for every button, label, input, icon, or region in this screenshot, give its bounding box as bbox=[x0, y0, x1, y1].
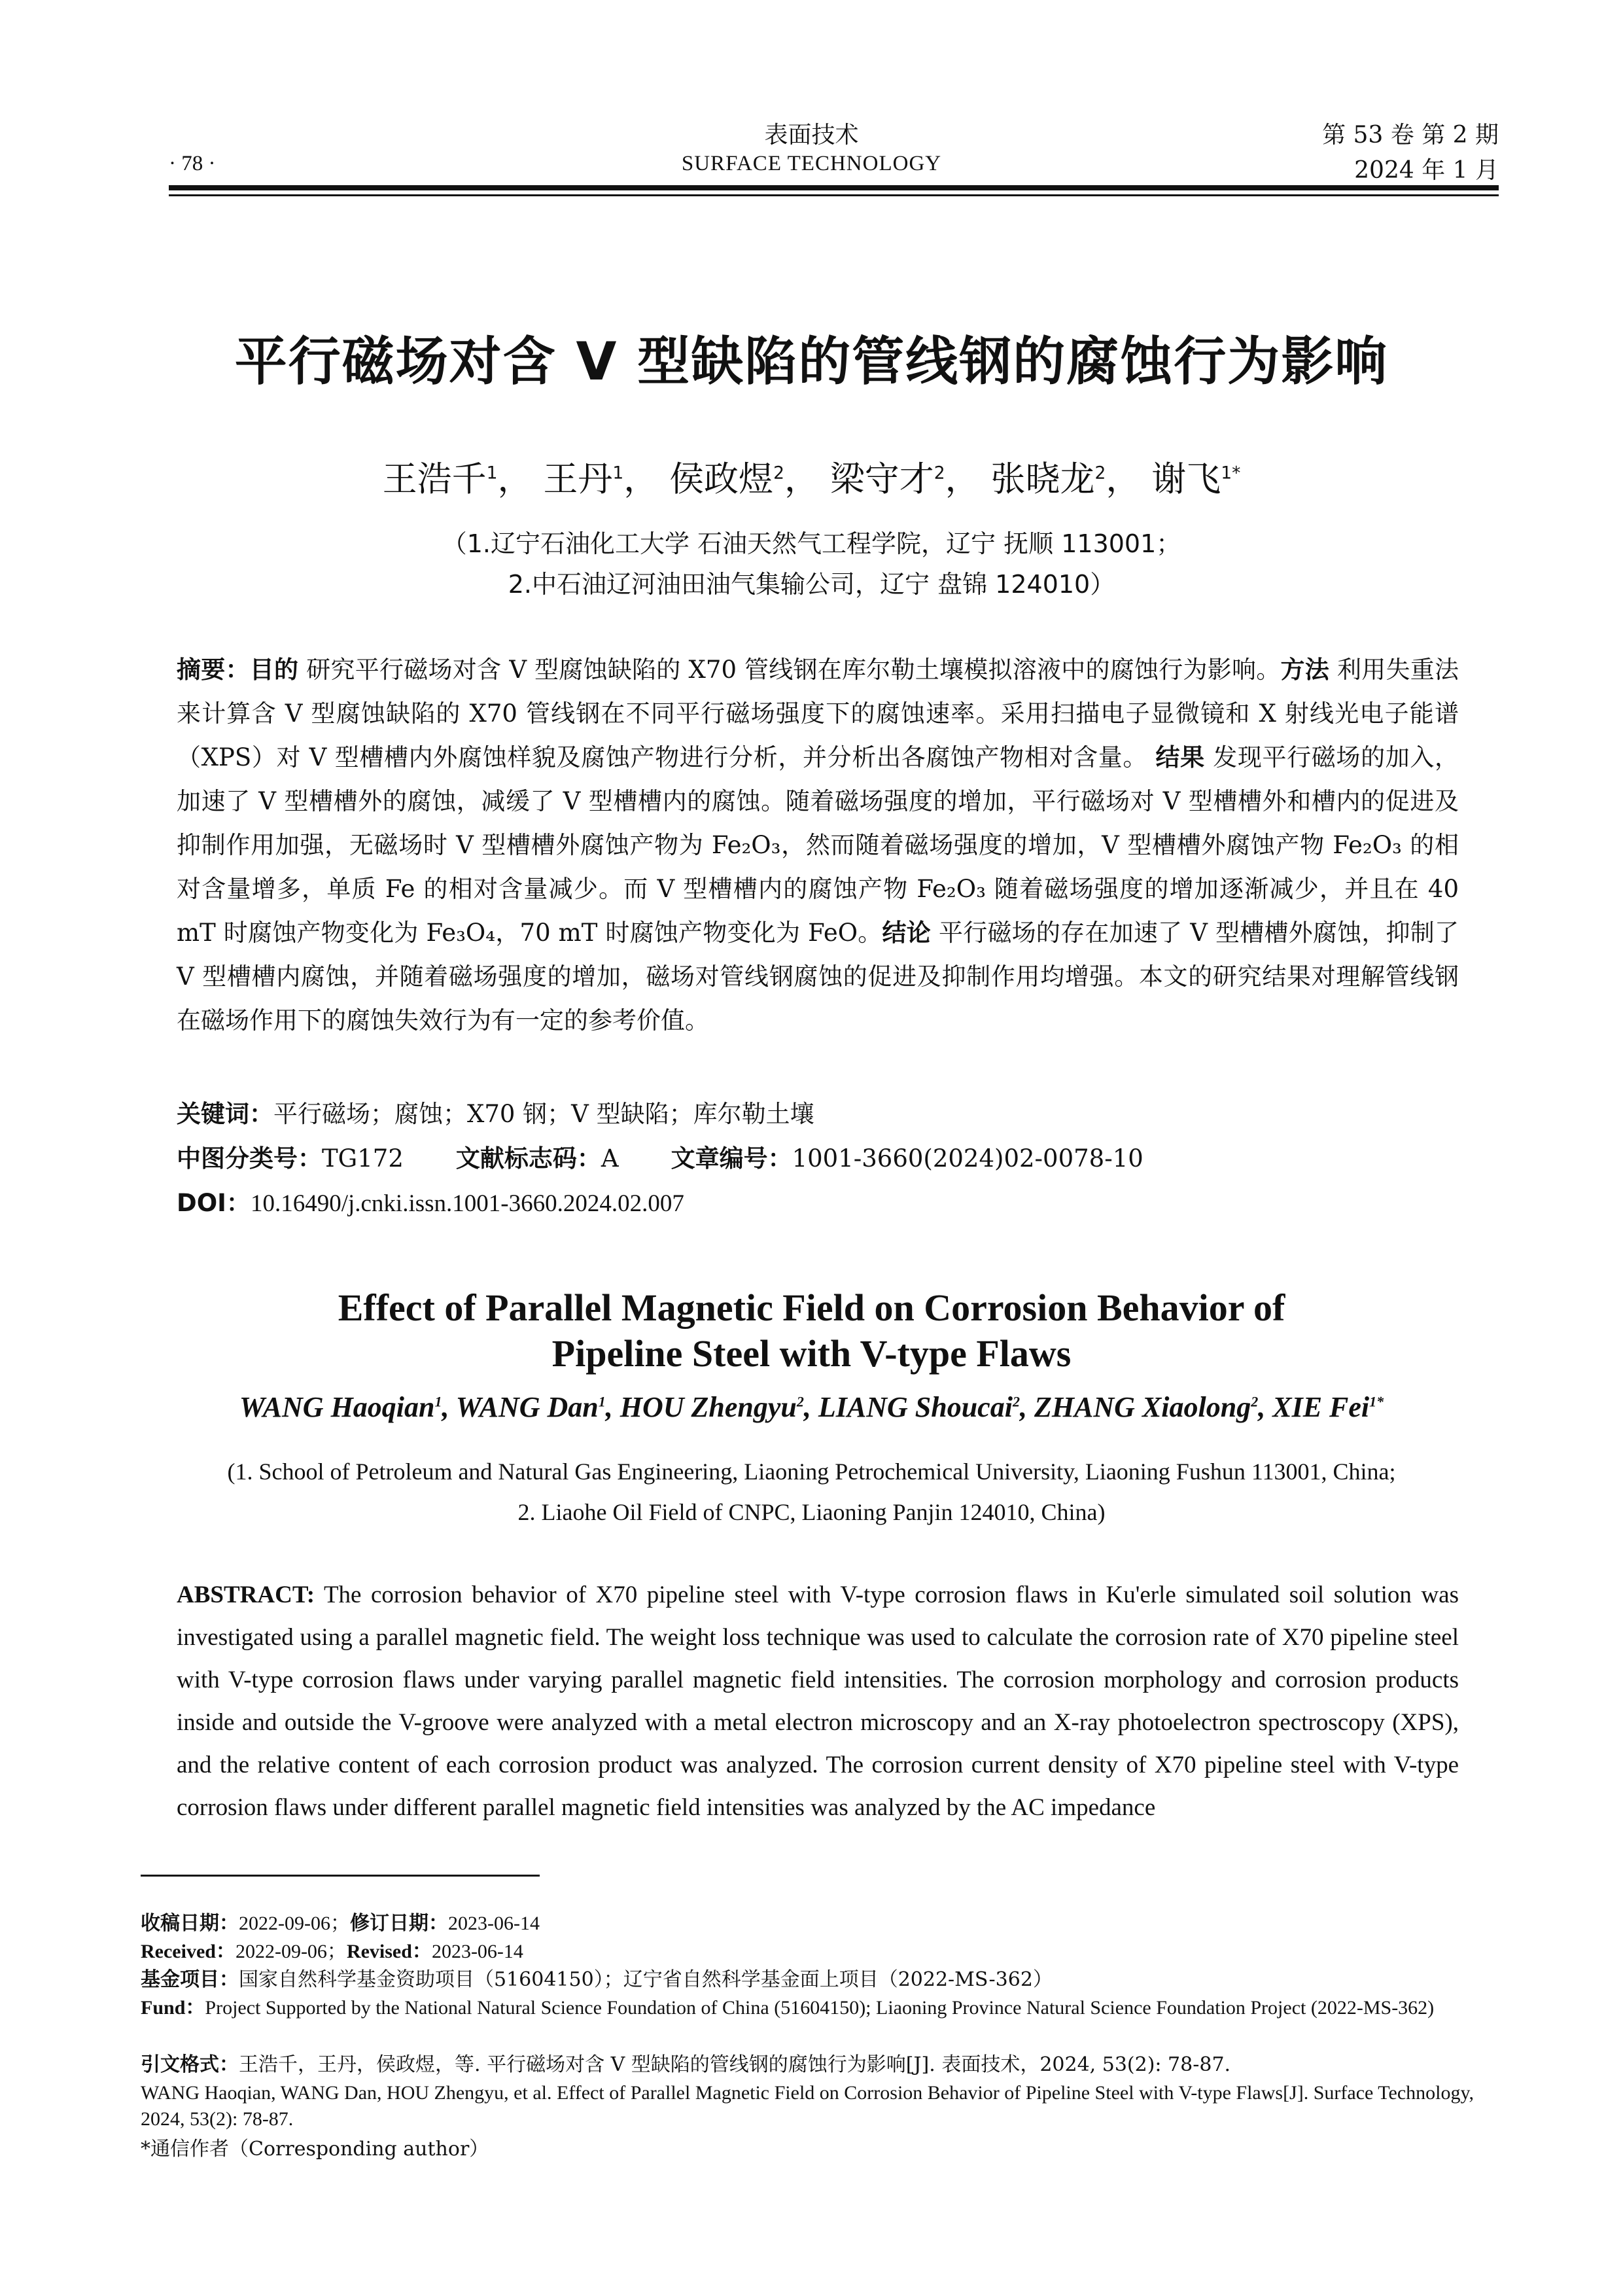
article-no-value: 1001-3660(2024)02-0078-10 bbox=[792, 1144, 1143, 1173]
header-rule-thick bbox=[169, 185, 1499, 190]
author-affiliation-mark: 2 bbox=[1251, 1393, 1259, 1410]
journal-name-en: SURFACE TECHNOLOGY bbox=[681, 152, 942, 175]
received-date-en-value: 2022-09-06； bbox=[235, 1941, 347, 1962]
authors-cn: 王浩千$^1$， 王丹$^1$， 侯政煜$^2$， 梁守才$^2$， 张晓龙$^2$， 谢飞$^{1*}$ bbox=[382, 459, 1241, 499]
method-label: 方法 bbox=[1280, 656, 1330, 684]
author-affiliation-mark: 1* bbox=[1369, 1393, 1384, 1410]
author-affiliation-mark: 1 bbox=[434, 1393, 442, 1410]
author-affiliation-mark: 1* bbox=[1221, 463, 1241, 484]
corresponding-author: *通信作者（Corresponding author） bbox=[141, 2138, 489, 2161]
citation-cn-label: 引文格式： bbox=[141, 2053, 239, 2076]
volume-issue: 第 53 卷 第 2 期 bbox=[1322, 122, 1499, 149]
author-affiliation-mark: 1 bbox=[612, 463, 624, 484]
author-name: 谢飞 bbox=[1151, 459, 1221, 499]
issue-date: 2024 年 1 月 bbox=[1354, 157, 1499, 184]
keywords-text: 平行磁场；腐蚀；X70 钢；V 型缺陷；库尔勒土壤 bbox=[273, 1100, 814, 1128]
author-name: WANG Dan bbox=[455, 1391, 599, 1423]
abstract-en bbox=[177, 1574, 1459, 1829]
author-name: 张晓龙 bbox=[990, 459, 1095, 499]
article-no-label: 文章编号： bbox=[671, 1144, 792, 1173]
fund-cn bbox=[141, 1967, 1495, 1993]
citation-en: WANG Haoqian, WANG Dan, HOU Zhengyu, et al. Effect of Parallel Magnetic Field on Corrosion Behavior of Pipeline Steel with V-type Flaws[J]. Surface Technology, 2024, 53(2): 78-87. bbox=[141, 2082, 1475, 2130]
author-affiliation-mark: 2 bbox=[934, 463, 945, 484]
author-name: XIE Fei bbox=[1272, 1391, 1370, 1423]
author-affiliation-mark: 1 bbox=[486, 463, 498, 484]
doc-code-value: A bbox=[601, 1144, 619, 1173]
author-name: 侯政煜 bbox=[669, 459, 774, 499]
author-name: 王丹 bbox=[543, 459, 613, 499]
author-affiliation-mark: 2 bbox=[1094, 463, 1106, 484]
conclusion-text: 平行磁场的存在加速了 V 型槽槽外腐蚀，抑制了 V 型槽槽内腐蚀，并随着磁场强度的增加，磁场对管线钢腐蚀的促进及抑制作用均增强。本文的研究结果对理解管线钢在磁场作用下的腐蚀失效行为有一定的参考价值。 bbox=[177, 919, 1459, 1034]
classification-line bbox=[177, 1139, 1143, 1174]
author-name: HOU Zhengyu bbox=[620, 1391, 797, 1423]
author-affiliation-mark: 2 bbox=[1012, 1393, 1020, 1410]
author-name: 王浩千 bbox=[382, 459, 487, 499]
author-name: ZHANG Xiaolong bbox=[1034, 1391, 1251, 1423]
citation-cn bbox=[141, 2052, 1495, 2078]
conclusion-label: 结论 bbox=[882, 919, 931, 947]
author-name: 梁守才 bbox=[829, 459, 934, 499]
author-affiliation-mark: 2 bbox=[796, 1393, 804, 1410]
received-date: 2022-09-06； bbox=[239, 1913, 350, 1934]
doi-label: DOI： bbox=[177, 1189, 251, 1217]
received-label-en: Received： bbox=[141, 1941, 236, 1962]
received-date-en bbox=[141, 1939, 1495, 1965]
received-date-cn bbox=[141, 1911, 1495, 1937]
results-label: 结果 bbox=[1155, 743, 1205, 771]
title-en-line-1: Effect of Parallel Magnetic Field on Corrosion Behavior of bbox=[338, 1286, 1285, 1329]
abstract-en-text: The corrosion behavior of X70 pipeline steel with V-type corrosion flaws in Ku'erle simulated soil solution was investigated using a parallel magnetic field. The weight loss technique was used to calculate the corrosion rate of X70 pipeline steel with V-type corrosion flaws under varying parallel magnetic field intensities. The corrosion morphology and corrosion products inside and outside the V-groove were analyzed with a metal electron microscopy and an X-ray photoelectron spectroscopy (XPS), and the relative content of each corrosion product was analyzed. The corrosion current density of X70 pipeline steel with V-type corrosion flaws under different parallel magnetic field intensities was analyzed by the AC impedance bbox=[177, 1581, 1459, 1821]
revised-date: 2023-06-14 bbox=[447, 1913, 540, 1934]
affiliation-cn-2: 2.中石油辽河油田油气集输公司，辽宁 盘锦 124010） bbox=[508, 570, 1115, 599]
authors-en: WANG Haoqian$^1$, WANG Dan$^1$, HOU Zhengyu$^2$, LIANG Shoucai$^2$, ZHANG Xiaolong$^2$, XIE Fei$^{1*}$ bbox=[239, 1391, 1384, 1423]
abstract-label: 摘要： bbox=[177, 656, 250, 684]
author-affiliation-mark: 2 bbox=[773, 463, 784, 484]
doc-code-label: 文献标志码： bbox=[455, 1144, 601, 1173]
affiliation-cn-1: （1.辽宁石油化工大学 石油天然气工程学院，辽宁 抚顺 113001； bbox=[442, 529, 1181, 558]
revised-label: 修订日期： bbox=[349, 1912, 448, 1935]
header-rule-thin bbox=[169, 194, 1499, 196]
objective-label: 目的 bbox=[249, 656, 299, 684]
affiliation-en-1: (1. School of Petroleum and Natural Gas Engineering, Liaoning Petrochemical University, Liaoning Fushun 113001, China; bbox=[227, 1458, 1396, 1485]
journal-name-cn: 表面技术 bbox=[764, 122, 859, 149]
affiliation-en-2: 2. Liaohe Oil Field of CNPC, Liaoning Panjin 124010, China) bbox=[517, 1499, 1106, 1525]
citation-cn-text: 王浩千，王丹，侯政煜，等. 平行磁场对含 V 型缺陷的管线钢的腐蚀行为影响[J]. 表面技术，2024, 53(2): 78-87. bbox=[239, 2053, 1231, 2076]
fund-en-text: Project Supported by the National Natural Science Foundation of China (51604150); Liaoning Province Natural Science Foundation Project (2022-MS-362) bbox=[205, 1997, 1435, 2019]
method-text: 利用失重法来计算含 V 型腐蚀缺陷的 X70 管线钢在不同平行磁场强度下的腐蚀速率。采用扫描电子显微镜和 X 射线光电子能谱（XPS）对 V 型槽槽内外腐蚀样貌及腐蚀产物进行分析，并分析出各腐蚀产物相对含量。 bbox=[177, 656, 1459, 771]
fund-cn-label: 基金项目： bbox=[141, 1968, 239, 1991]
keywords-label: 关键词： bbox=[177, 1100, 273, 1128]
received-label: 收稿日期： bbox=[141, 1912, 239, 1935]
keywords bbox=[177, 1094, 814, 1129]
revised-label-en: Revised： bbox=[346, 1941, 432, 1962]
footnote-rule bbox=[141, 1875, 540, 1877]
author-affiliation-mark: 1 bbox=[598, 1393, 606, 1410]
doi-value: 10.16490/j.cnki.issn.1001-3660.2024.02.007 bbox=[250, 1190, 684, 1217]
results-text: 发现平行磁场的加入，加速了 V 型槽槽外的腐蚀，减缓了 V 型槽槽内的腐蚀。随着磁场强度的增加，平行磁场对 V 型槽槽外和槽内的促进及抑制作用加强，无磁场时 V 型槽槽外腐蚀产物为 Fe₂O₃，然而随着磁场强度的增加，V 型槽槽外腐蚀产物 Fe₂O₃ 的相对含量增多，单质 Fe 的相对含量减少。而 V 型槽槽内的腐蚀产物 Fe₂O₃ 随着磁场强度的增加逐渐减少，并且在 40 mT 时腐蚀产物变化为 Fe₃O₄，70 mT 时腐蚀产物变化为 FeO。 bbox=[177, 743, 1459, 947]
revised-date-en-value: 2023-06-14 bbox=[431, 1941, 523, 1962]
clc-label: 中图分类号： bbox=[177, 1144, 322, 1173]
abstract-en-label: ABSTRACT: bbox=[177, 1581, 315, 1608]
clc-value: TG172 bbox=[322, 1144, 404, 1173]
title-cn: 平行磁场对含 V 型缺陷的管线钢的腐蚀行为影响 bbox=[234, 331, 1389, 392]
fund-cn-text: 国家自然科学基金资助项目（51604150）；辽宁省自然科学基金面上项目（2022-MS-362） bbox=[239, 1968, 1053, 1991]
objective-text: 研究平行磁场对含 V 型腐蚀缺陷的 X70 管线钢在库尔勒土壤模拟溶液中的腐蚀行为影响。 bbox=[306, 656, 1281, 684]
author-name: WANG Haoqian bbox=[239, 1391, 435, 1423]
doi-line bbox=[177, 1183, 684, 1218]
abstract-cn bbox=[177, 648, 1459, 1042]
title-en-line-2: Pipeline Steel with V-type Flaws bbox=[551, 1332, 1072, 1375]
author-name: LIANG Shoucai bbox=[818, 1391, 1013, 1423]
fund-en-label: Fund： bbox=[141, 1997, 205, 2019]
page-number: · 78 · bbox=[169, 152, 216, 175]
fund-en bbox=[141, 1995, 1495, 2021]
